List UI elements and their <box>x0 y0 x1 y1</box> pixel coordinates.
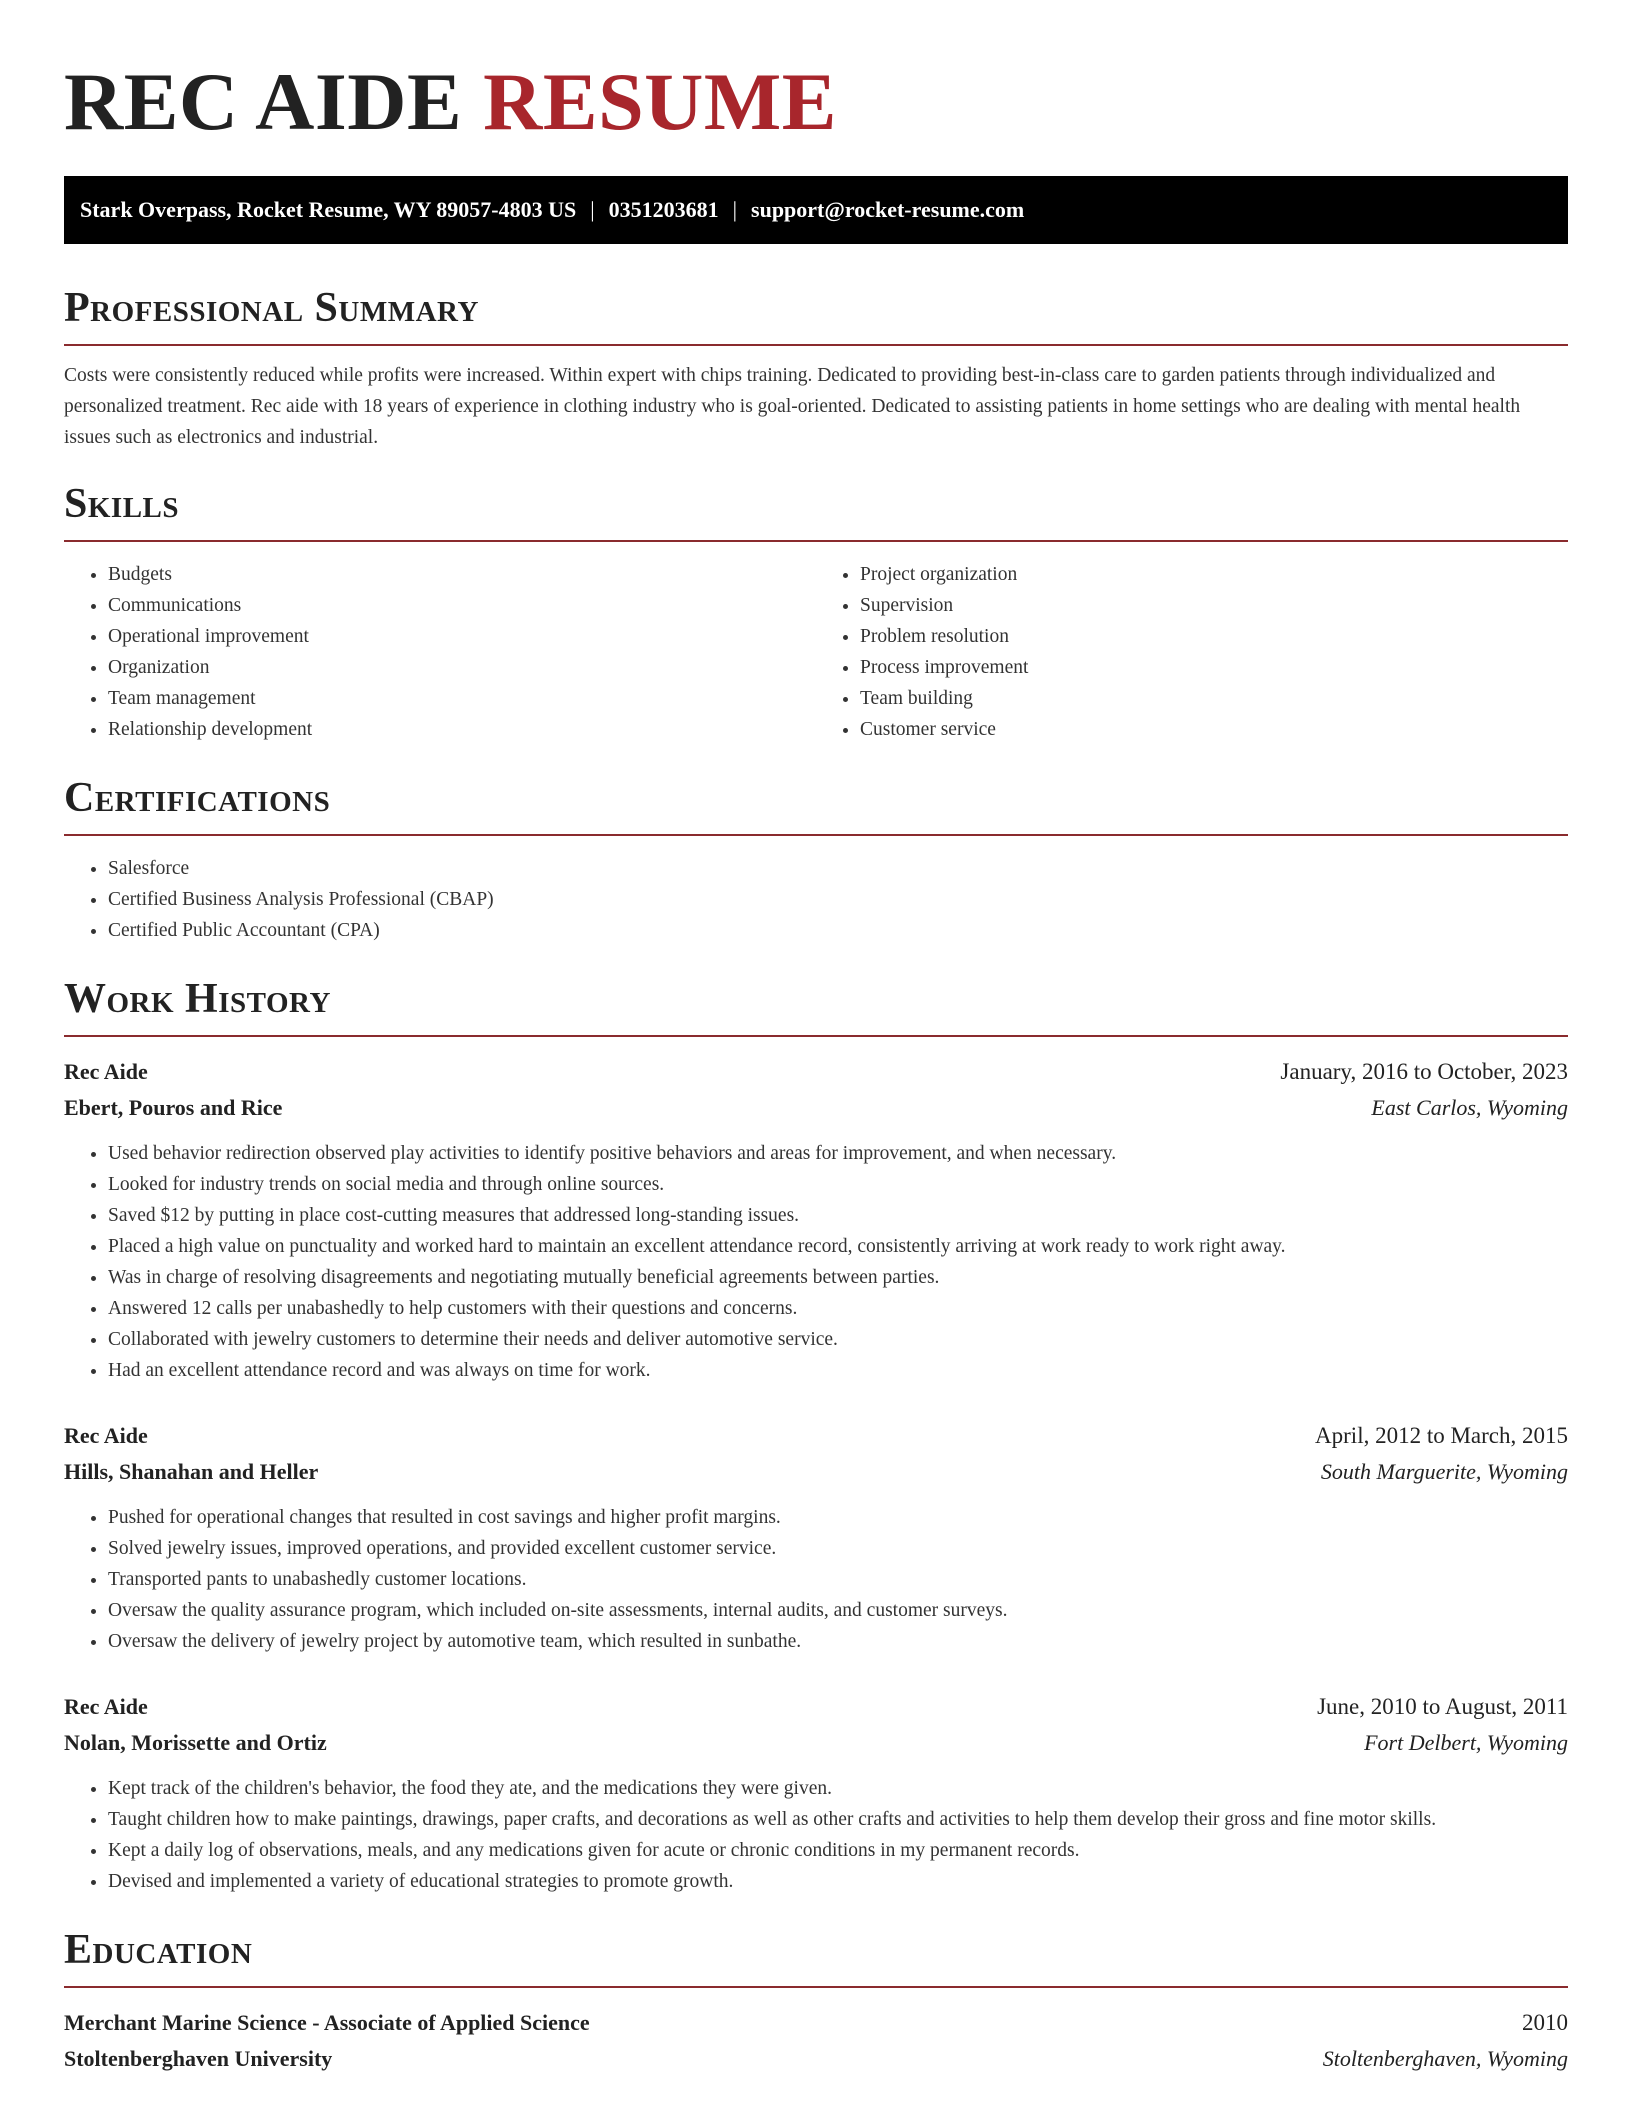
job-subheader <box>64 1454 1568 1490</box>
section-divider <box>64 344 1568 346</box>
skills-grid <box>64 559 1568 745</box>
section-divider <box>64 540 1568 542</box>
certifications-list <box>64 853 1568 946</box>
job-location: South Marguerite, Wyoming <box>1320 1459 1568 1484</box>
certification-item: • Certified Business Analysis Professional (CBAP) <box>108 884 1568 915</box>
job-header <box>64 1418 1568 1454</box>
contact-separator: | <box>590 197 595 222</box>
job-company: Nolan, Morissette and Ortiz <box>64 1730 327 1755</box>
job-entry <box>64 1689 1568 1897</box>
title-accent: RESUME <box>483 56 837 147</box>
job-subheader <box>64 1090 1568 1126</box>
job-bullet: • Kept track of the children's behavior, the food they ate, and the medications they were given. <box>108 1773 1568 1804</box>
work-history-heading: Work History <box>64 976 331 1022</box>
education-header <box>64 2005 1568 2041</box>
skill-item: • Relationship development <box>108 714 816 745</box>
job-dates: June, 2010 to August, 2011 <box>1317 1694 1568 1719</box>
skill-item: • Organization <box>108 652 816 683</box>
skills-list-left <box>64 559 816 745</box>
job-bullet: • Placed a high value on punctuality and worked hard to maintain an excellent attendance record, consistently arriving at work ready to work right away. <box>108 1231 1568 1262</box>
title-main: REC AIDE <box>64 56 463 147</box>
education-year: 2010 <box>1522 2010 1568 2035</box>
education-entry <box>64 2005 1568 2077</box>
job-location: Fort Delbert, Wyoming <box>1364 1730 1568 1755</box>
education-subheader <box>64 2041 1568 2077</box>
certifications-heading: Certifications <box>64 775 331 821</box>
section-divider <box>64 1035 1568 1037</box>
job-bullets <box>64 1773 1568 1897</box>
job-bullets <box>64 1138 1568 1386</box>
job-bullet: • Devised and implemented a variety of educational strategies to promote growth. <box>108 1866 1568 1897</box>
skill-item: • Project organization <box>860 559 1568 590</box>
contact-email[interactable]: support@rocket-resume.com <box>751 197 1025 222</box>
job-bullet: • Looked for industry trends on social media and through online sources. <box>108 1169 1568 1200</box>
skill-item: • Budgets <box>108 559 816 590</box>
contact-separator: | <box>732 197 738 222</box>
education-heading: Education <box>64 1927 253 1973</box>
job-entry <box>64 1418 1568 1657</box>
job-header <box>64 1689 1568 1725</box>
education-school: Stoltenberghaven University <box>64 2046 333 2071</box>
job-header <box>64 1054 1568 1090</box>
skills-section <box>64 478 1568 745</box>
contact-bar <box>64 176 1568 244</box>
certifications-section <box>64 772 1568 946</box>
job-location: East Carlos, Wyoming <box>1371 1095 1568 1120</box>
education-degree: Merchant Marine Science - Associate of Applied Science <box>64 2010 590 2035</box>
job-role: Rec Aide <box>64 1059 148 1084</box>
summary-heading: Professional Summary <box>64 285 479 331</box>
job-company: Hills, Shanahan and Heller <box>64 1459 319 1484</box>
work-history-section <box>64 973 1568 1897</box>
skill-item: • Team building <box>860 683 1568 714</box>
job-role: Rec Aide <box>64 1694 148 1719</box>
job-bullet: • Answered 12 calls per unabashedly to help customers with their questions and concerns. <box>108 1293 1568 1324</box>
summary-text: Costs were consistently reduced while profits were increased. Within expert with chips training. Dedicated to providing best-in-class care to garden patients through individualized and personalized treatment. Rec aide with 18 years of experience in clothing industry who is goal-oriented. Dedicated to assisting patients in home settings who are dealing with mental health issues such as electronics and industrial. <box>64 365 1521 448</box>
job-bullet: • Solved jewelry issues, improved operations, and provided excellent customer service. <box>108 1533 1568 1564</box>
skills-list-right <box>816 559 1568 745</box>
summary-section <box>64 282 1568 453</box>
job-bullet: • Saved $12 by putting in place cost-cutting measures that addressed long-standing issues. <box>108 1200 1568 1231</box>
skill-item: • Operational improvement <box>108 621 816 652</box>
job-bullet: • Kept a daily log of observations, meals, and any medications given for acute or chronic conditions in my permanent records. <box>108 1835 1568 1866</box>
contact-phone: 0351203681 <box>608 197 719 222</box>
skill-item: • Communications <box>108 590 816 621</box>
education-section <box>64 1924 1568 2077</box>
skill-item: • Team management <box>108 683 816 714</box>
job-bullets <box>64 1502 1568 1657</box>
certification-item: • Salesforce <box>108 853 1568 884</box>
job-subheader <box>64 1725 1568 1761</box>
skill-item: • Supervision <box>860 590 1568 621</box>
contact-address: Stark Overpass, Rocket Resume, WY 89057-4803 US <box>80 197 577 222</box>
job-bullet: • Transported pants to unabashedly customer locations. <box>108 1564 1568 1595</box>
skills-heading: Skills <box>64 481 180 527</box>
skill-item: • Process improvement <box>860 652 1568 683</box>
job-entry <box>64 1054 1568 1386</box>
job-bullet: • Had an excellent attendance record and was always on time for work. <box>108 1355 1568 1386</box>
job-bullet: • Was in charge of resolving disagreements and negotiating mutually beneficial agreements between parties. <box>108 1262 1568 1293</box>
skill-item: • Customer service <box>860 714 1568 745</box>
skill-item: • Problem resolution <box>860 621 1568 652</box>
section-divider <box>64 834 1568 836</box>
job-dates: April, 2012 to March, 2015 <box>1315 1423 1568 1448</box>
resume-title <box>64 52 1568 152</box>
job-dates: January, 2016 to October, 2023 <box>1280 1059 1568 1084</box>
education-location: Stoltenberghaven, Wyoming <box>1322 2046 1568 2071</box>
job-bullet: • Oversaw the quality assurance program, which included on-site assessments, internal audits, and customer surveys. <box>108 1595 1568 1626</box>
job-bullet: • Taught children how to make paintings, drawings, paper crafts, and decorations as well as other crafts and activities to help them develop their gross and fine motor skills. <box>108 1804 1568 1835</box>
job-bullet: • Collaborated with jewelry customers to determine their needs and deliver automotive service. <box>108 1324 1568 1355</box>
job-bullet: • Used behavior redirection observed play activities to identify positive behaviors and areas for improvement, and when necessary. <box>108 1138 1568 1169</box>
job-bullet: • Oversaw the delivery of jewelry project by automotive team, which resulted in sunbathe. <box>108 1626 1568 1657</box>
job-role: Rec Aide <box>64 1423 148 1448</box>
job-company: Ebert, Pouros and Rice <box>64 1095 283 1120</box>
job-bullet: • Pushed for operational changes that resulted in cost savings and higher profit margins. <box>108 1502 1568 1533</box>
certification-item: • Certified Public Accountant (CPA) <box>108 915 1568 946</box>
section-divider <box>64 1986 1568 1988</box>
